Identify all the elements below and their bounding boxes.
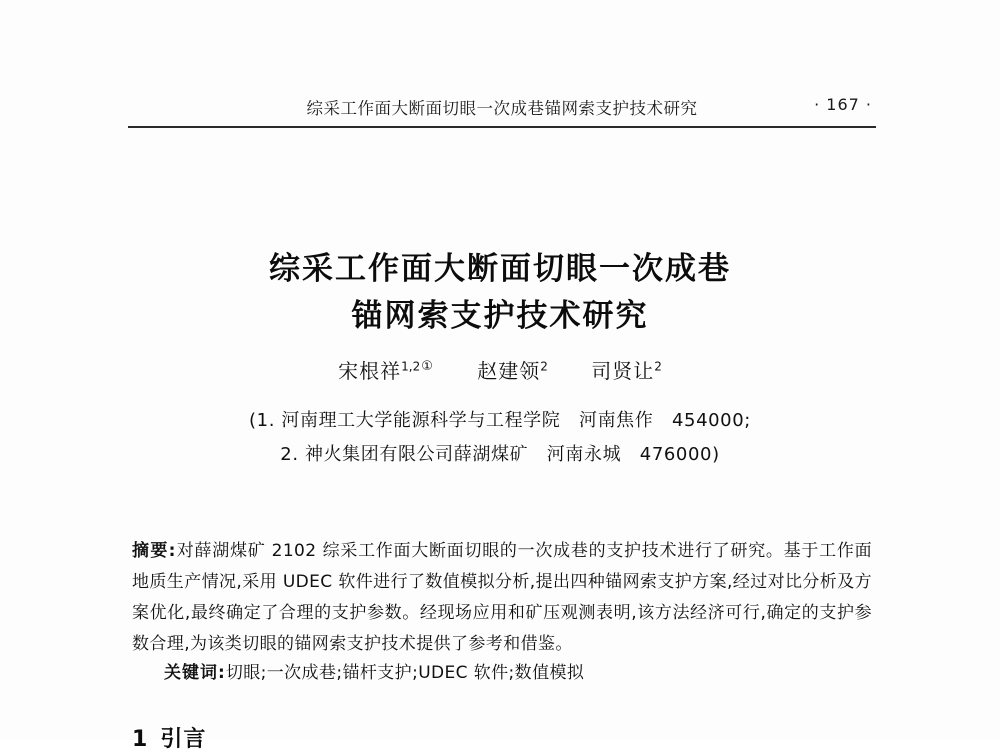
affiliation-block: [0, 404, 1000, 472]
affiliation-line: (1. 河南理工大学能源科学与工程学院 河南焦作 454000;: [249, 410, 751, 431]
abstract-text: 对薛湖煤矿 2102 综采工作面大断面切眼的一次成巷的支护技术进行了研究。基于工作面地质生产情况,采用 UDEC 软件进行了数值模拟分析,提出四种锚网索支护方案,经过对比分析及方案优化,最终确定了合理的支护参数。经现场应用和矿压观测表明,该方法经济可行,确定的支护参数合理,为该类切眼的锚网索支护技术提供了参考和借鉴。: [132, 541, 872, 654]
page-title: [0, 246, 1000, 340]
author-item: [591, 355, 662, 384]
keywords-text: 切眼;一次成巷;锚杆支护;UDEC 软件;数值模拟: [225, 663, 585, 683]
affiliation-line: 2. 神火集团有限公司薛湖煤矿 河南永城 476000): [280, 444, 720, 465]
author-list: [0, 355, 1000, 384]
author-affil-mark: 2: [540, 359, 548, 374]
author-item: [477, 355, 548, 384]
author-name: 宋根祥: [338, 359, 402, 383]
page-number: · 167 ·: [814, 95, 872, 114]
running-head: [132, 95, 872, 119]
author-name: 司贤让: [591, 359, 655, 383]
abstract-label: 摘要:: [132, 541, 177, 561]
keywords-paragraph: [132, 658, 872, 683]
section-heading: [132, 722, 206, 753]
author-affil-mark: 2: [654, 359, 662, 374]
header-rule: [128, 126, 876, 128]
author-affil-mark: 1,2: [401, 359, 421, 374]
running-head-title: 综采工作面大断面切眼一次成巷锚网索支护技术研究: [306, 99, 698, 118]
author-item: [338, 355, 434, 384]
abstract-paragraph: [132, 536, 872, 660]
article-title-line-2: 锚网索支护技术研究: [351, 298, 649, 334]
section-title: 引言: [160, 727, 207, 752]
article-title-line-1: 综采工作面大断面切眼一次成巷: [269, 251, 731, 287]
author-name: 赵建领: [477, 359, 541, 383]
author-footnote-marker: ①: [421, 359, 434, 375]
section-number: 1: [132, 727, 149, 752]
keywords-label: 关键词:: [164, 663, 226, 683]
